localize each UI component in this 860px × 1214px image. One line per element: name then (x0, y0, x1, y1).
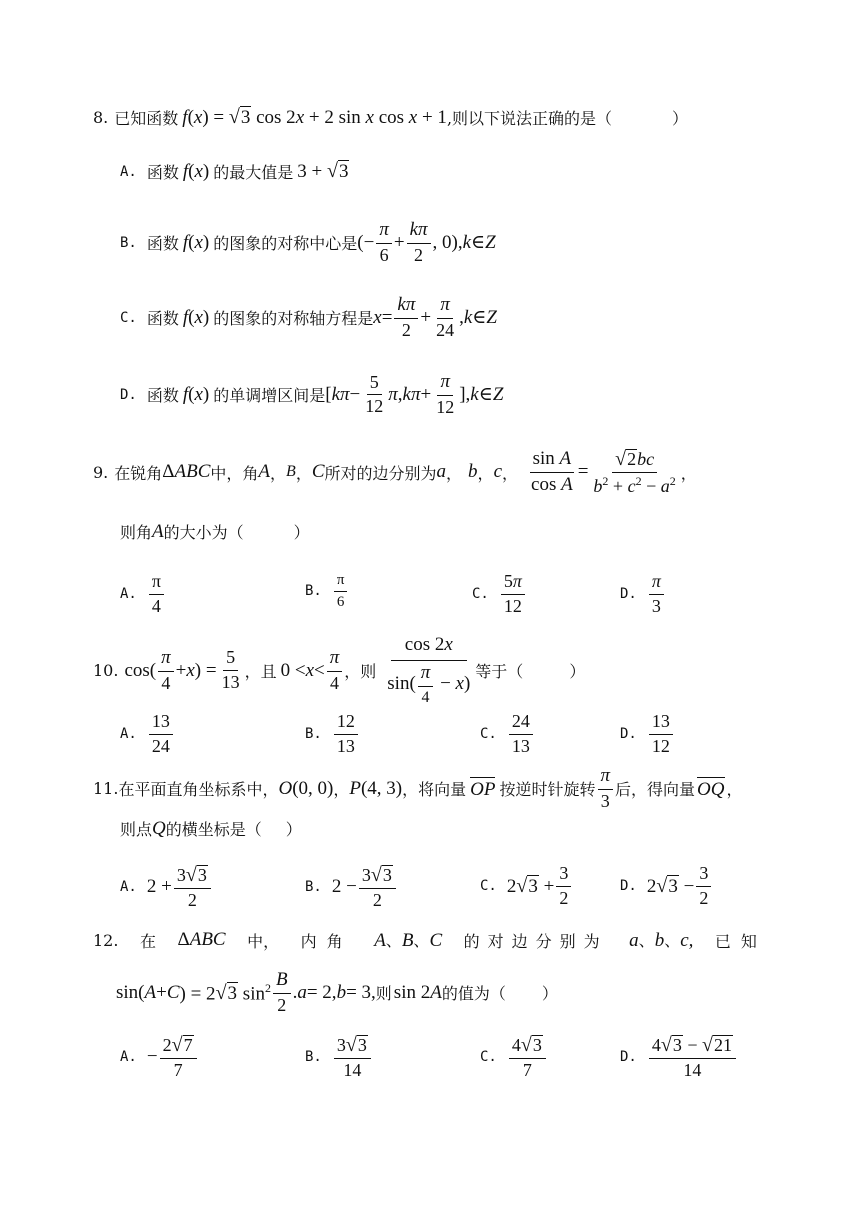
q8-option-c: C. 函数 f(x) 的图象的对称轴方程是 x = $\frac{k\pi}{2}$ + $\frac{\pi}{24}$ , k ∈ Z (120, 294, 497, 340)
q9-stem: 9. 在锐角 Δ ABC 中，角 A ， B ， C 所对的边分别为 a ， b ， c ， $\frac{\text{sin A}}{\text{cos A}}$ = √ 2 bc $b^2 + c^2 - a^2$ ， (93, 448, 697, 496)
q8-option-b-frac1: $\frac{\pi}{6}$ (376, 220, 392, 266)
q9-option-a: A. $\frac{\pi}{4}$ (120, 572, 166, 617)
q11-option-a: A. 2 + 3 √ 3 2 (120, 864, 213, 911)
q8-option-d-label: D. (120, 386, 137, 403)
q9-line2-a: 则角 (120, 523, 153, 542)
q8-option-d-frac1: $\frac{5}{12}$ (365, 371, 384, 417)
q8-option-a-value: 3 + √ 3 (297, 160, 349, 182)
q11-number: 11. (93, 779, 119, 799)
q9-t8: ， (680, 463, 697, 483)
q8-option-b-frac2: $\frac{k\pi}{2}$ (407, 220, 431, 266)
q10-t1: ，且 (244, 662, 277, 682)
q8-option-d-frac2: $\frac{\pi}{12}$ (436, 371, 455, 417)
q9-option-a-label: A. (120, 586, 137, 603)
q8-option-c-label: C. (120, 309, 137, 326)
q9-t4: 所对的边分别为 (324, 463, 437, 483)
q11-option-d: D. 2 √ 3 − $\frac{3}{2}$ (620, 864, 713, 909)
q9-t7: ， (502, 463, 519, 483)
q11-option-c: C. 2 √ 3 + $\frac{3}{2}$ (480, 864, 573, 909)
q8-option-d-value: [ (325, 383, 332, 405)
q12-number: 12. (93, 930, 119, 950)
q12-option-b: B. 3 √ 3 14 (305, 1034, 373, 1081)
q11-line2-a: 则点 (120, 820, 153, 839)
q10-option-b-den: 13 (336, 735, 355, 756)
q11-t6: ， (726, 780, 743, 800)
q8-option-b-text1: 函数 (146, 234, 179, 254)
q9-option-b-label: B. (305, 583, 322, 599)
q8-option-c-text2: 的图象的对称轴方程是 (213, 309, 374, 329)
q11-option-c-label: C. (480, 878, 497, 895)
q11-t5: 后，得向量 (615, 780, 696, 800)
q12-option-b-label: B. (305, 1049, 322, 1066)
q9-t6: ， (477, 463, 494, 483)
q11-t1: 在平面直角坐标系中， (118, 780, 279, 800)
q8-option-b-fx: f(x) (182, 231, 210, 253)
q12-t5: 已知 (714, 931, 767, 951)
q12-option-a: A. − 2 √ 7 7 (120, 1034, 199, 1081)
q11-line2: 则点 Q 的横坐标是（ ） (120, 817, 302, 839)
q10-option-d-num: 13 (649, 712, 673, 735)
q10-option-a (120, 712, 175, 757)
q9-lhs-frac: $\frac{\text{sin A}}{\text{cos A}}$ (531, 448, 573, 495)
q12-line2: sin( A + C ) = 2 √ 3 $\sin^2$ $\frac{B}{2}$ . a = 2, b = 3, 则 sin 2 A 的值为（ ） (116, 969, 558, 1015)
q9-rhs-frac: √ 2 bc $b^2 + c^2 - a^2$ (593, 448, 676, 496)
q10-paren-close: ） (569, 662, 586, 682)
q12-t1: 在 (139, 931, 156, 951)
q8-option-b-label: B. (120, 234, 137, 251)
q12-option-a-label: A. (120, 1049, 137, 1066)
q10-option-b (305, 712, 360, 757)
q10-main-frac: cos 2x sin( $\frac{\pi}{4}$ − x) (387, 634, 471, 706)
q11-option-b: B. 2 − 3 √ 3 2 (305, 864, 398, 911)
q10-option-c (480, 712, 535, 757)
q10-option-c-num: 24 (509, 712, 533, 735)
q12-stem: 12. 在 ΔABC 中， 内角 A、B、C 的对边分别为 a、b、c, 已知 (93, 929, 767, 951)
q9-line2-b: 的大小为（ (163, 523, 244, 542)
q10-stem: 10. cos( $\frac{\pi}{4}$ + x ) = $\frac{5}{13}$ ，且 0 < x < $\frac{\pi}{4}$ ，则 cos 2x sin( $\frac{\pi}{4}$ − x) 等于（ ） (93, 634, 586, 706)
q11-t2: ， (333, 780, 350, 800)
q9-t5: ， (446, 463, 463, 483)
q9-number: 9. (93, 462, 109, 482)
q8-option-d-text2: 的单调增区间是 (213, 386, 326, 406)
q11-t4: 按逆时针旋转 (499, 780, 596, 800)
q11-t3: ，将向量 (402, 780, 467, 800)
q8-option-a-label: A. (120, 163, 137, 180)
q10-option-b-label: B. (305, 726, 322, 743)
q12-t3: 内角 (300, 931, 353, 951)
q12-option-d: D. 4 √ 3 − √ 21 14 (620, 1034, 738, 1081)
q8-option-c-frac2: $\frac{\pi}{24}$ (436, 294, 455, 340)
q10-t2: ，则 (344, 662, 377, 682)
q9-t2: ， (270, 463, 287, 483)
q10-option-d-den: 12 (651, 735, 670, 756)
q10-option-d (620, 712, 675, 757)
q9-option-d: D. $\frac{\pi}{3}$ (620, 572, 666, 617)
q12-t2: 中， (247, 931, 280, 951)
q11-option-b-label: B. (305, 879, 322, 896)
q8-paren-close: ） (672, 109, 689, 128)
q8-formula: f(x) = √ 3 cos 2x + 2 sin x cos x + 1 (182, 106, 447, 128)
q12-paren-close: ） (541, 984, 558, 1004)
q8-option-b: B. 函数 f(x) 的图象的对称中心是 (− $\frac{\pi}{6}$ + $\frac{k\pi}{2}$ , 0), k ∈ Z (120, 219, 496, 265)
q11-paren-close: ） (285, 820, 302, 839)
q9-t3: ， (295, 463, 312, 483)
q8-option-d-text1: 函数 (146, 386, 179, 406)
q8-lead: 已知函数 (114, 109, 179, 128)
q9-option-c-label: C. (472, 586, 489, 603)
q12-t6: 则 (375, 984, 392, 1004)
q9-option-c: C. $\frac{5\pi}{12}$ (472, 572, 527, 617)
q8-option-c-text1: 函数 (146, 309, 179, 329)
q9-option-b: B. $\frac{\pi}{6}$ (305, 572, 349, 610)
q8-option-b-text2: 的图象的对称中心是 (213, 234, 358, 254)
q12-t4: 的对边分别为 (463, 931, 608, 951)
q8-option-b-value: (− (357, 231, 375, 253)
q8-stem (93, 106, 688, 129)
q10-t3: 等于（ (475, 662, 524, 682)
q8-option-c-fx: f(x) (182, 306, 210, 328)
q8-option-c-value: x (373, 306, 382, 328)
q11-option-d-label: D. (620, 878, 637, 895)
q9-line2: 则角 A 的大小为（ ） (120, 520, 310, 542)
q8-number: 8. (93, 108, 109, 127)
q10-option-a-den: 24 (151, 735, 170, 756)
q8-option-a-fx: f(x) (182, 160, 210, 182)
q8-option-d-fx: f(x) (182, 383, 210, 405)
q11-line2-b: 的横坐标是（ (165, 820, 262, 839)
q9-t1: 中，角 (210, 463, 259, 483)
q9-paren-close: ） (293, 523, 310, 542)
q8-option-c-frac1: $\frac{k\pi}{2}$ (394, 295, 418, 341)
q8-option-a-text1: 函数 (146, 163, 179, 182)
q10-option-d-label: D. (620, 726, 637, 743)
q10-option-c-label: C. (480, 726, 497, 743)
q9-option-d-label: D. (620, 586, 637, 603)
q11-stem: 11. 在平面直角坐标系中， O (0, 0) ， P (4, 3) ，将向量 OP 按逆时针旋转 $\frac{\pi}{3}$ 后，得向量 OQ ， (93, 765, 743, 811)
q10-option-b-num: 12 (334, 712, 358, 735)
q10-option-a-label: A. (120, 726, 137, 743)
q10-number: 10. (93, 661, 119, 681)
q9-lead: 在锐角 (114, 463, 163, 483)
q12-option-c: C. 4 √ 3 7 (480, 1034, 548, 1081)
q12-option-d-label: D. (620, 1049, 637, 1066)
q8-option-d: D. 函数 f(x) 的单调增区间是 [ kπ − $\frac{5}{12}$ π , kπ + $\frac{\pi}{12}$ ], k ∈ Z (120, 371, 504, 417)
q8-tail: ,则以下说法正确的是（ (446, 109, 613, 128)
q8-option-a-text2: 的最大值是 (213, 163, 294, 182)
q8-option-a (120, 160, 349, 183)
q10-option-c-den: 13 (511, 735, 530, 756)
q11-option-a-label: A. (120, 879, 137, 896)
q12-t7: 的值为（ (441, 984, 506, 1004)
q12-option-c-label: C. (480, 1049, 497, 1066)
q10-option-a-num: 13 (149, 712, 173, 735)
